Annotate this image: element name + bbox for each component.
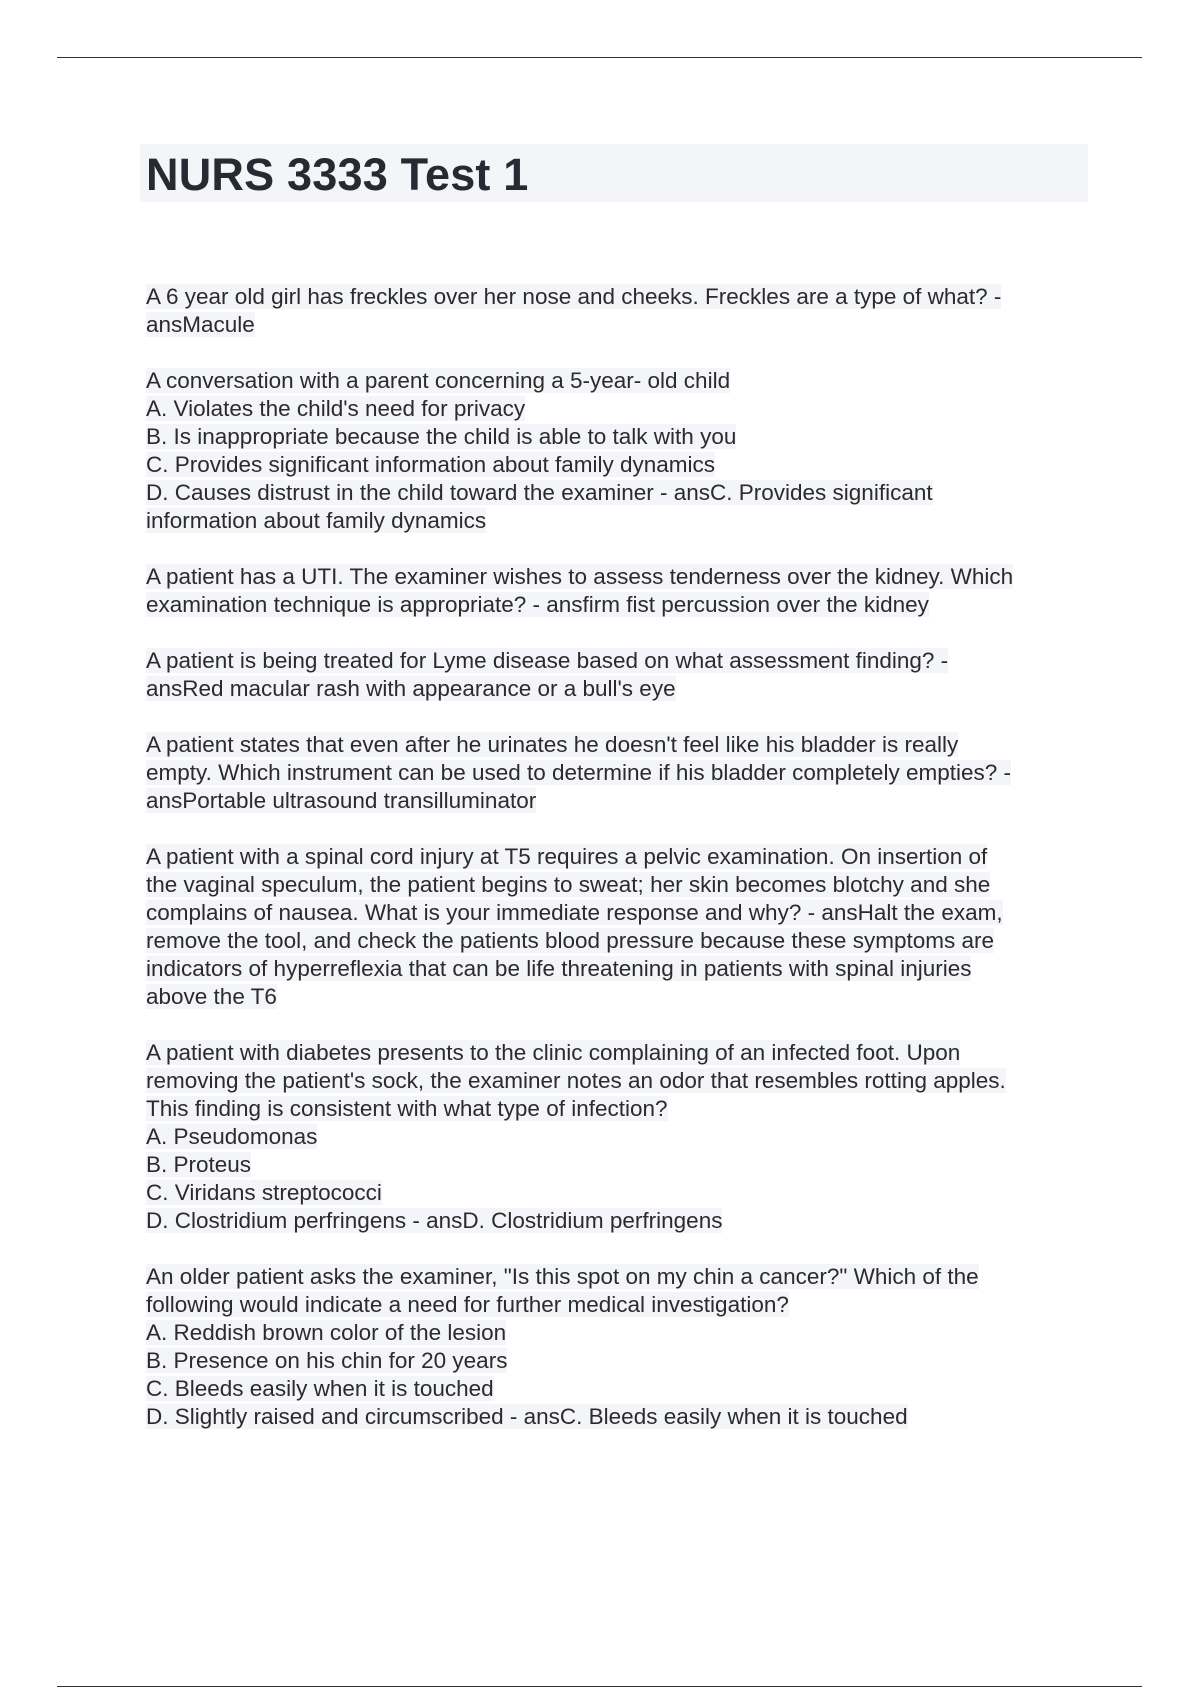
question-line — [146, 871, 1094, 899]
question-line — [146, 507, 1094, 535]
question-line-text: following would indicate a need for further medical investigation? — [146, 1292, 789, 1317]
question-line — [146, 759, 1094, 787]
question-line-text: indicators of hyperreflexia that can be life threatening in patients with spinal injuries — [146, 956, 972, 981]
question-line — [146, 1291, 1094, 1319]
question-entry — [146, 731, 1094, 815]
question-line-text: A patient states that even after he urinates he doesn't feel like his bladder is really — [146, 732, 959, 757]
question-line-text: B. Proteus — [146, 1152, 252, 1177]
question-line-text: ansPortable ultrasound transilluminator — [146, 788, 537, 813]
question-line-text: A conversation with a parent concerning a 5-year- old child — [146, 368, 731, 393]
question-line — [146, 1207, 1094, 1235]
question-list — [146, 283, 1094, 1459]
question-line — [146, 283, 1094, 311]
question-line — [146, 843, 1094, 871]
question-line — [146, 451, 1094, 479]
question-line-text: remove the tool, and check the patients blood pressure because these symptoms are — [146, 928, 994, 953]
question-line — [146, 1067, 1094, 1095]
question-line-text: B. Presence on his chin for 20 years — [146, 1348, 508, 1373]
question-line — [146, 311, 1094, 339]
question-line-text: examination technique is appropriate? - ansfirm fist percussion over the kidney — [146, 592, 929, 617]
question-line-text: An older patient asks the examiner, "Is this spot on my chin a cancer?" Which of the — [146, 1264, 979, 1289]
question-line-text: C. Viridans streptococci — [146, 1180, 382, 1205]
question-line — [146, 787, 1094, 815]
question-line — [146, 1375, 1094, 1403]
question-line — [146, 367, 1094, 395]
question-line-text: A 6 year old girl has freckles over her nose and cheeks. Freckles are a type of what? - — [146, 284, 1002, 309]
question-line-text: A patient is being treated for Lyme disease based on what assessment finding? - — [146, 648, 949, 673]
question-entry — [146, 367, 1094, 535]
question-line-text: D. Clostridium perfringens - ansD. Clostridium perfringens — [146, 1208, 723, 1233]
question-line-text: the vaginal speculum, the patient begins to sweat; her skin becomes blotchy and she — [146, 872, 991, 897]
question-line — [146, 675, 1094, 703]
question-line-text: empty. Which instrument can be used to determine if his bladder completely empties? - — [146, 760, 1011, 785]
question-line — [146, 1319, 1094, 1347]
question-line — [146, 423, 1094, 451]
question-line-text: A patient with diabetes presents to the clinic complaining of an infected foot. Upon — [146, 1040, 961, 1065]
question-entry — [146, 1263, 1094, 1431]
header-rule — [57, 57, 1142, 58]
question-line-text: A patient with a spinal cord injury at T5 requires a pelvic examination. On insertion of — [146, 844, 988, 869]
question-line — [146, 1039, 1094, 1067]
question-line-text: D. Causes distrust in the child toward the examiner - ansC. Provides significant — [146, 480, 933, 505]
question-line-text: This finding is consistent with what type of infection? — [146, 1096, 668, 1121]
question-line — [146, 591, 1094, 619]
question-line-text: ansRed macular rash with appearance or a bull's eye — [146, 676, 676, 701]
question-line — [146, 1179, 1094, 1207]
footer-rule — [57, 1686, 1142, 1687]
question-line-text: C. Bleeds easily when it is touched — [146, 1376, 494, 1401]
question-line — [146, 731, 1094, 759]
question-line — [146, 1403, 1094, 1431]
question-entry — [146, 563, 1094, 619]
question-line-text: D. Slightly raised and circumscribed - ansC. Bleeds easily when it is touched — [146, 1404, 908, 1429]
question-line — [146, 1095, 1094, 1123]
question-line-text: removing the patient's sock, the examiner notes an odor that resembles rotting apples. — [146, 1068, 1006, 1093]
question-line — [146, 927, 1094, 955]
question-line-text: complains of nausea. What is your immediate response and why? - ansHalt the exam, — [146, 900, 1003, 925]
question-line — [146, 1263, 1094, 1291]
question-line — [146, 983, 1094, 1011]
question-line — [146, 1151, 1094, 1179]
question-line — [146, 1123, 1094, 1151]
question-line-text: information about family dynamics — [146, 508, 487, 533]
question-line-text: C. Provides significant information about family dynamics — [146, 452, 715, 477]
question-line — [146, 563, 1094, 591]
question-line — [146, 647, 1094, 675]
title-block — [140, 144, 1088, 202]
question-line-text: ansMacule — [146, 312, 255, 337]
question-line-text: above the T6 — [146, 984, 277, 1009]
question-line — [146, 955, 1094, 983]
page-title: NURS 3333 Test 1 — [146, 149, 529, 200]
question-entry — [146, 843, 1094, 1011]
question-line-text: A patient has a UTI. The examiner wishes to assess tenderness over the kidney. Which — [146, 564, 1014, 589]
question-line-text: A. Reddish brown color of the lesion — [146, 1320, 507, 1345]
question-line-text: A. Pseudomonas — [146, 1124, 318, 1149]
question-line — [146, 1347, 1094, 1375]
question-entry — [146, 647, 1094, 703]
question-line — [146, 395, 1094, 423]
question-line-text: B. Is inappropriate because the child is able to talk with you — [146, 424, 737, 449]
question-entry — [146, 1039, 1094, 1235]
question-entry — [146, 283, 1094, 339]
question-line — [146, 479, 1094, 507]
question-line — [146, 899, 1094, 927]
question-line-text: A. Violates the child's need for privacy — [146, 396, 526, 421]
